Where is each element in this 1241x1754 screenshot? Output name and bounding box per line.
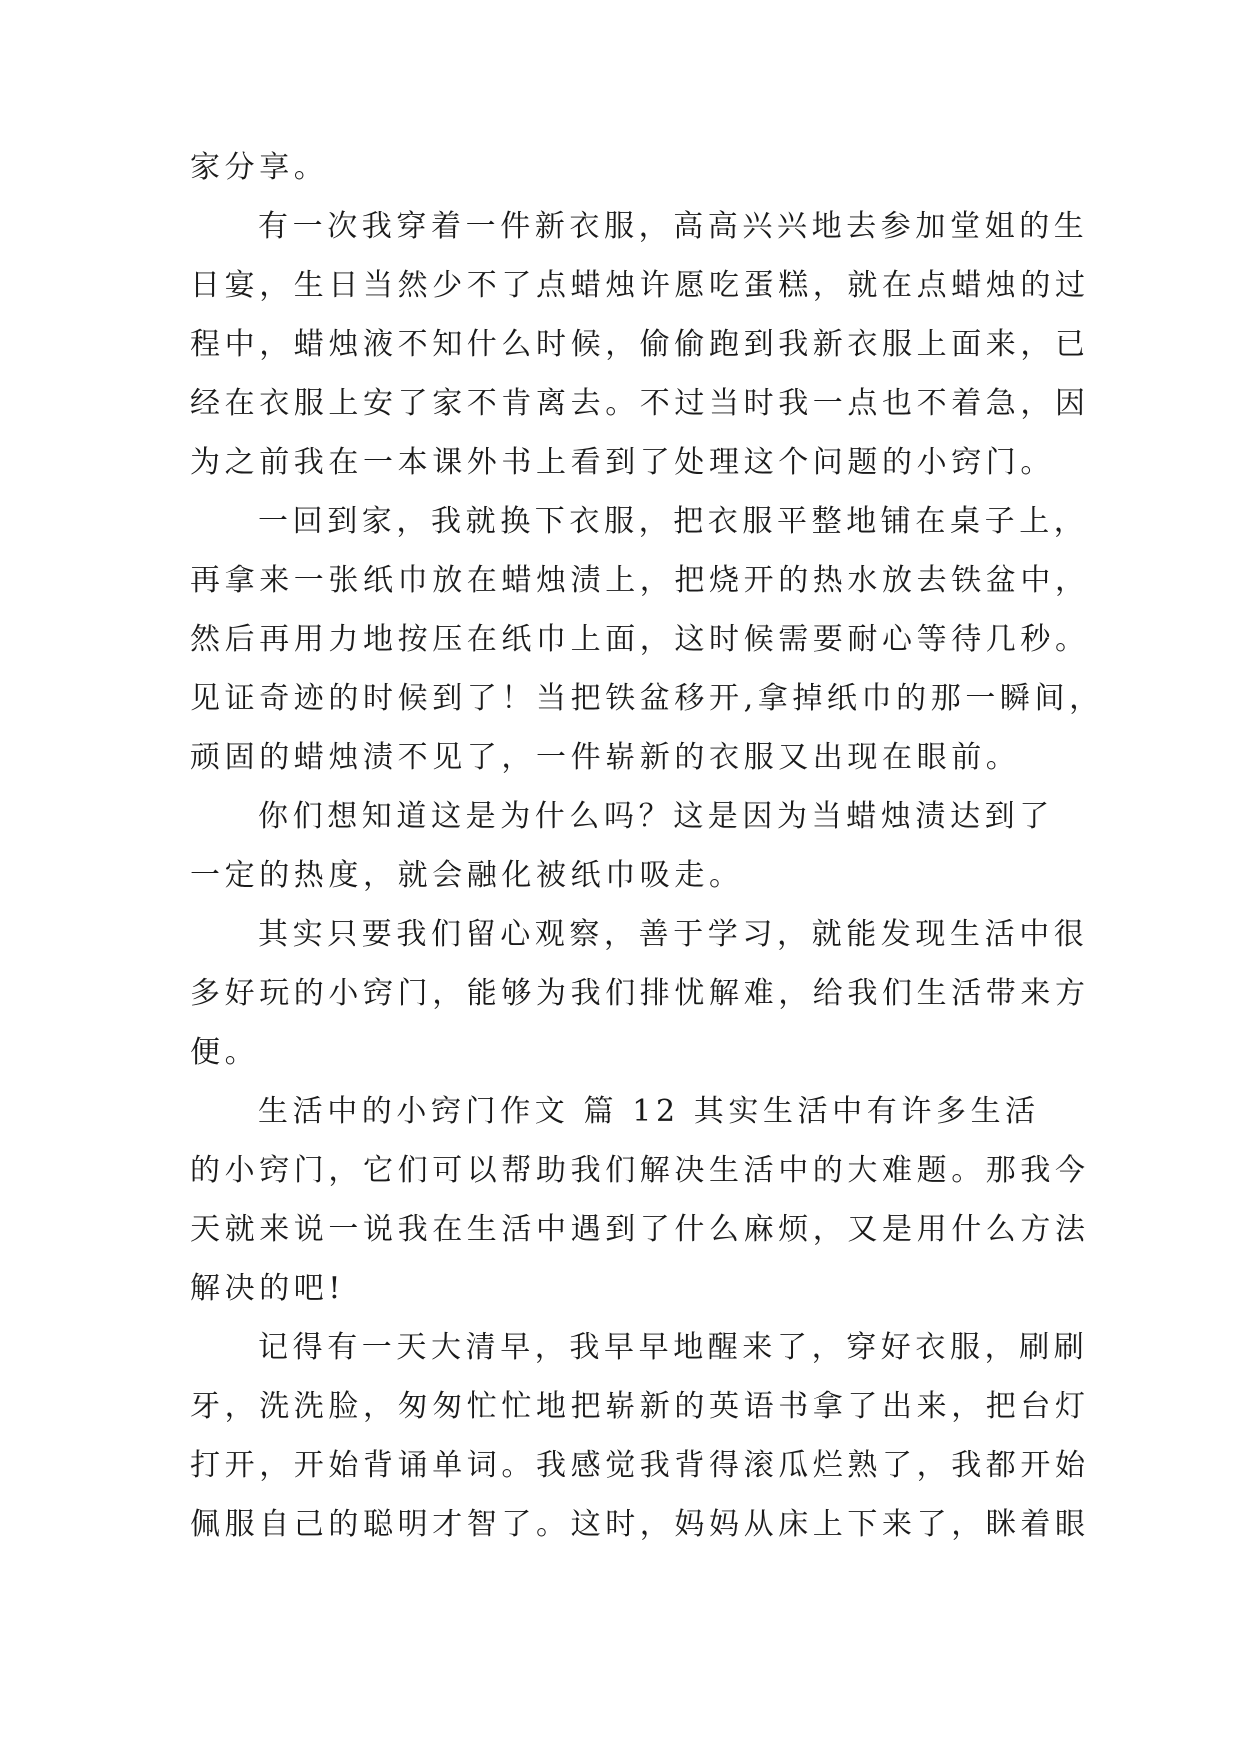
text-line: 打开，开始背诵单词。我感觉我背得滚瓜烂熟了，我都开始 xyxy=(190,1448,1090,1483)
section-heading-line: 生活中的小窍门作文 篇 12 其实生活中有许多生活 xyxy=(258,1094,1040,1129)
paragraph-first-line: 其实只要我们留心观察，善于学习，就能发现生活中很 xyxy=(258,917,1089,952)
text-line: 日宴，生日当然少不了点蜡烛许愿吃蛋糕，就在点蜡烛的过 xyxy=(190,268,1090,303)
paragraph-first-line: 有一次我穿着一件新衣服，高高兴兴地去参加堂姐的生 xyxy=(258,209,1089,244)
text-line: 顽固的蜡烛渍不见了，一件崭新的衣服又出现在眼前。 xyxy=(190,740,1021,775)
paragraph-first-line: 一回到家，我就换下衣服，把衣服平整地铺在桌子上， xyxy=(258,504,1089,539)
text-line: 再拿来一张纸巾放在蜡烛渍上，把烧开的热水放去铁盆中， xyxy=(190,563,1090,598)
text-line: 一定的热度，就会融化被纸巾吸走。 xyxy=(190,858,744,893)
paragraph-first-line: 记得有一天大清早，我早早地醒来了，穿好衣服，刷刷 xyxy=(258,1330,1089,1365)
text-line: 解决的吧! xyxy=(190,1271,346,1306)
text-line: 见证奇迹的时候到了！当把铁盆移开,拿掉纸巾的那一瞬间， xyxy=(190,681,1104,716)
text-line: 便。 xyxy=(190,1035,260,1070)
text-line: 的小窍门，它们可以帮助我们解决生活中的大难题。那我今 xyxy=(190,1153,1090,1188)
text-line: 经在衣服上安了家不肯离去。不过当时我一点也不着急，因 xyxy=(190,386,1090,421)
text-line: 天就来说一说我在生活中遇到了什么麻烦，又是用什么方法 xyxy=(190,1212,1090,1247)
text-line: 然后再用力地按压在纸巾上面，这时候需要耐心等待几秒。 xyxy=(190,622,1090,657)
text-line: 程中，蜡烛液不知什么时候，偷偷跑到我新衣服上面来，已 xyxy=(190,327,1090,362)
text-line: 多好玩的小窍门，能够为我们排忧解难，给我们生活带来方 xyxy=(190,976,1090,1011)
text-line: 家分享。 xyxy=(190,150,329,185)
text-line: 佩服自己的聪明才智了。这时，妈妈从床上下来了，眯着眼 xyxy=(190,1507,1090,1542)
text-line: 为之前我在一本课外书上看到了处理这个问题的小窍门。 xyxy=(190,445,1055,480)
text-line: 牙，洗洗脸，匆匆忙忙地把崭新的英语书拿了出来，把台灯 xyxy=(190,1389,1090,1424)
paragraph-first-line: 你们想知道这是为什么吗？这是因为当蜡烛渍达到了 xyxy=(258,799,1054,834)
